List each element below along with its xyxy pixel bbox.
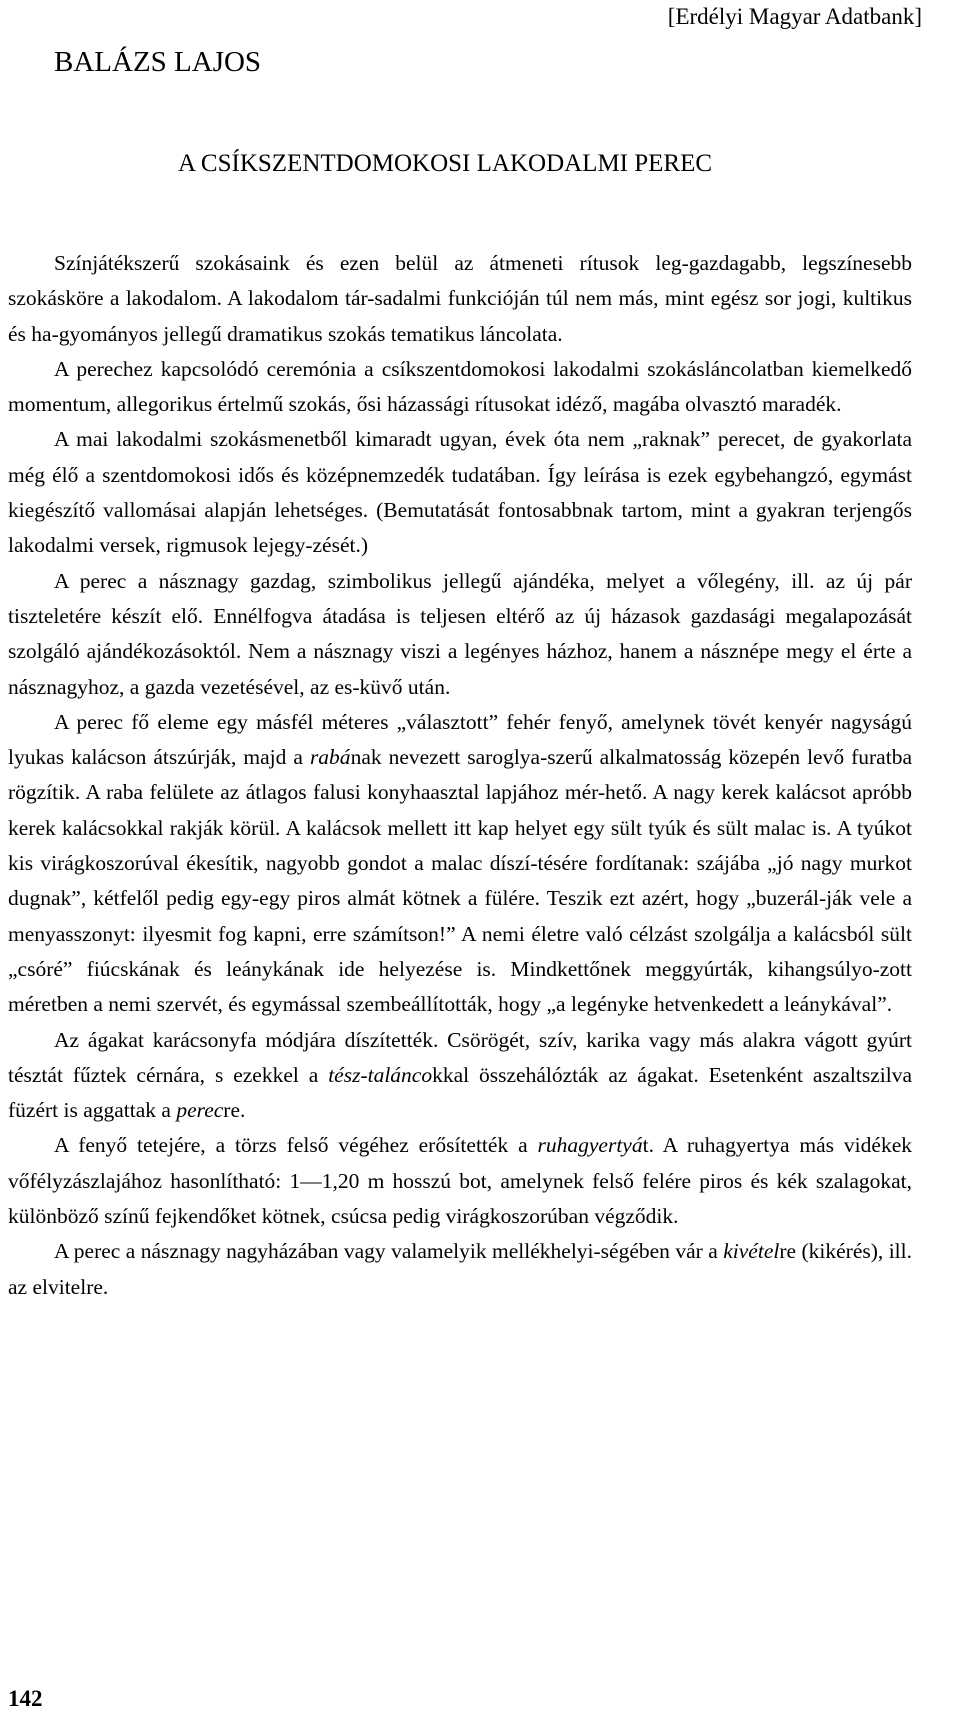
paragraph-5 (8, 705, 912, 1023)
paragraph-2: A perechez kapcsolódó ceremónia a csíkszentdomokosi lakodalmi szokásláncolatban kiemelkedő momentum, allegorikus értelmű szokás, ősi házassági rítusokat idéző, magába olvasztó maradék. (8, 356, 912, 417)
paragraph-5-text-2: nak nevezett saroglya-szerű alkalmatosság közepén levő furatba rögzítik. A raba felülete az átlagos falusi konyhaasztal lapjához mér-hető. A nagy kerek kalácsot apróbb kerek kalácsokkal rakják körül. A kalácsok mellett itt kap helyet egy sült tyúk és sült malac is. A tyúkot kis virágkoszorúval ékesítik, nagyobb gondot a malac díszí-tésére fordítanak: szájába „jó nagy murkot dugnak”, kétfelől pedig egy-egy piros almát kötnek a fülére. Teszik ezt azért, hogy „buzerál-ják vele a menyasszonyt: ilyesmit fog kapni, erre számítson!” A nemi életre való célzást szolgálja a kalácsból sült „csóré” fiúcskának és leánykának ide helyezése is. Mindkettőnek meggyúrták, kihangsúlyo-zott méretben a nemi szervét, és egymással szembeállították, hogy „a legényke hetvenkedett a leánykával”. (8, 745, 912, 1017)
paragraph-8-text-2: re (kikérés), ill. az elvitelre. (8, 1239, 913, 1299)
paragraph-6-text-3: re. (223, 1098, 246, 1123)
paragraph-5-emphasis-1: rabá (309, 745, 351, 770)
paragraph-6-emphasis-2: perec (176, 1098, 224, 1123)
paragraph-6-emphasis-1: tész-talánco (328, 1062, 433, 1087)
article-body (8, 246, 912, 1305)
paragraph-6-text-2: kkal összehálózták az ágakat. Esetenként aszaltszilva füzért is aggattak a (8, 1062, 912, 1123)
author-name: BALÁZS LAJOS (54, 46, 262, 78)
paragraph-1: Színjátékszerű szokásaink és ezen belül az átmeneti rítusok leg-gazdagabb, legszínesebb szokásköre a lakodalom. A lakodalom tár-sadalmi funkcióján túl nem más, mint egész sor jogi, kultikus és ha-gyományos jellegű dramatikus szokás tematikus láncolata. (8, 251, 912, 346)
source-label: [Erdélyi Magyar Adatbank] (667, 4, 922, 29)
paragraph-7-text-2: t. A ruhagyertya más vidékek vőfélyzászlajához hasonlítható: 1—1,20 m hosszú bot, amelynek felső felére piros és kék szalagokat, különböző színű fejkendőket kötnek, csúcsa pedig virágkoszorúban végződik. (8, 1133, 912, 1229)
paragraph-8-emphasis-1: kivétel (723, 1239, 780, 1264)
article-title: A CSÍKSZENTDOMOKOSI LAKODALMI PEREC (178, 150, 713, 177)
paragraph-6 (8, 1023, 912, 1129)
paragraph-7 (8, 1128, 912, 1234)
paragraph-7-text-1: A fenyő tetejére, a törzs felső végéhez erősítették a (54, 1133, 538, 1158)
paragraph-8 (8, 1234, 912, 1305)
paragraph-5-text-1: A perec fő eleme egy másfél méteres „választott” fehér fenyő, amelynek tövét kenyér nagyságú lyukas kalácson átszúrják, majd a (8, 709, 912, 770)
paragraph-7-emphasis-1: ruhagyertyá (537, 1133, 643, 1158)
paragraph-4: A perec a násznagy gazdag, szimbolikus jellegű ajándéka, melyet a vőlegény, ill. az új pár tiszteletére készít elő. Ennélfogva átadása is teljesen eltérő az új házasok gazdasági megalapozását szolgáló ajándékozásoktól. Nem a násznagy viszi a legényes házhoz, hanem a násznépe megy el érte a násznagyhoz, a gazda vezetésével, az es-küvő után. (8, 568, 912, 699)
page-number: 142 (8, 1686, 43, 1711)
paragraph-8-text-1: A perec a násznagy nagyházában vagy valamelyik mellékhelyi-ségében vár a (54, 1239, 724, 1264)
paragraph-3: A mai lakodalmi szokásmenetből kimaradt ugyan, évek óta nem „raknak” perecet, de gyakorlata még élő a szentdomokosi idős és középnemzedék tudatában. Így leírása is ezek egybehangzó, egymást kiegészítő vallomásai alapján lehetséges. (Bemutatását fontosabbnak tartom, mint a gyakran terjengős lakodalmi versek, rigmusok lejegy-zését.) (8, 427, 912, 558)
paragraph-6-text-1: Az ágakat karácsonyfa módjára díszítették. Csörögét, szív, karika vagy más alakra vágott gyúrt tésztát fűztek cérnára, s ezekkel a (8, 1027, 912, 1087)
